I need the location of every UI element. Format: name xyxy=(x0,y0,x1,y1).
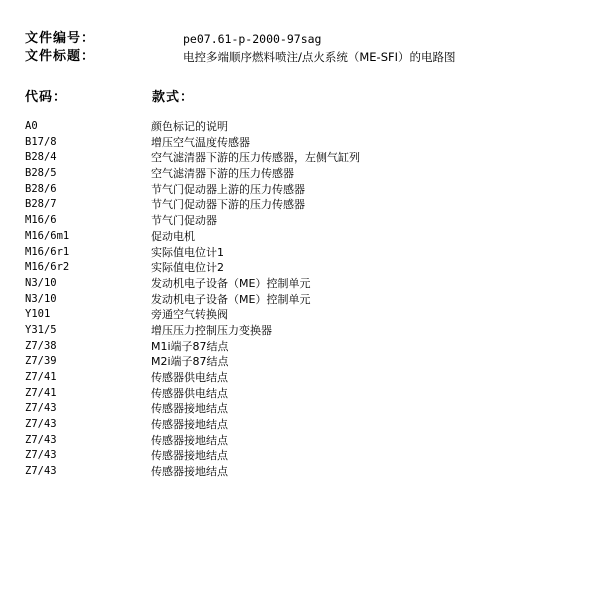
component-code: M16/6m1 xyxy=(25,229,70,242)
list-item xyxy=(0,213,602,229)
component-description: 传感器接地结点 xyxy=(151,402,228,416)
list-item xyxy=(0,260,602,276)
list-item xyxy=(0,401,602,417)
component-description: M2i端子87结点 xyxy=(151,355,229,369)
component-description: 传感器供电结点 xyxy=(151,386,228,400)
list-item xyxy=(0,417,602,433)
component-code: B28/4 xyxy=(25,151,57,164)
list-item xyxy=(0,245,602,261)
component-code: M16/6r2 xyxy=(25,261,70,274)
list-item xyxy=(0,339,602,355)
component-description: 空气滤清器下游的压力传感器 xyxy=(151,167,294,181)
component-code: Z7/43 xyxy=(25,465,57,478)
text-column-header: 款式： xyxy=(152,90,195,105)
component-code: Y101 xyxy=(25,308,51,321)
list-item xyxy=(0,307,602,323)
component-code: Z7/43 xyxy=(25,418,57,431)
component-code: Z7/43 xyxy=(25,449,57,462)
component-description: 促动电机 xyxy=(151,229,195,243)
list-item xyxy=(0,354,602,370)
list-item xyxy=(0,229,602,245)
component-code: B28/7 xyxy=(25,198,57,211)
component-description: 实际值电位计2 xyxy=(151,261,224,275)
component-description: 传感器接地结点 xyxy=(151,433,228,447)
list-item xyxy=(0,276,602,292)
component-description: 传感器接地结点 xyxy=(151,418,228,432)
list-item xyxy=(0,323,602,339)
component-code: B17/8 xyxy=(25,135,57,148)
component-code: Y31/5 xyxy=(25,323,57,336)
component-description: 节气门促动器 xyxy=(151,214,217,228)
list-item xyxy=(0,386,602,402)
component-list xyxy=(0,119,602,480)
list-item xyxy=(0,166,602,182)
component-code: Z7/43 xyxy=(25,433,57,446)
component-code: A0 xyxy=(25,120,38,132)
component-description: 实际值电位计1 xyxy=(151,245,224,259)
list-item xyxy=(0,135,602,151)
component-code: M16/6r1 xyxy=(25,245,70,258)
list-item xyxy=(0,370,602,386)
doc-title-label: 文件标题： xyxy=(25,49,96,64)
component-description: 节气门促动器上游的压力传感器 xyxy=(151,182,305,196)
component-description: M1i端子87结点 xyxy=(151,339,229,353)
component-description: 传感器接地结点 xyxy=(151,449,228,463)
component-description: 传感器供电结点 xyxy=(151,371,228,384)
component-code: N3/10 xyxy=(25,292,57,305)
list-item xyxy=(0,448,602,464)
list-item xyxy=(0,292,602,308)
component-code: B28/6 xyxy=(25,182,57,195)
component-code: Z7/39 xyxy=(25,355,57,368)
list-item xyxy=(0,182,602,198)
component-description: 增压压力控制压力变换器 xyxy=(151,323,272,337)
list-item xyxy=(0,150,602,166)
component-description: 传感器接地结点 xyxy=(151,465,228,479)
doc-number-value: pe07.61-p-2000-97sag xyxy=(183,32,322,46)
code-column-header: 代码： xyxy=(25,90,68,105)
component-code: B28/5 xyxy=(25,167,57,180)
component-description: 旁通空气转换阀 xyxy=(151,308,228,322)
list-item xyxy=(0,119,602,135)
component-description: 增压空气温度传感器 xyxy=(151,135,250,149)
component-description: 发动机电子设备（ME）控制单元 xyxy=(151,276,311,290)
component-code: Z7/38 xyxy=(25,339,57,352)
component-code: Z7/43 xyxy=(25,402,57,415)
component-description: 节气门促动器下游的压力传感器 xyxy=(151,198,305,212)
component-code: N3/10 xyxy=(25,276,57,289)
component-code: Z7/41 xyxy=(25,371,57,383)
doc-title-value: 电控多端顺序燃料喷注/点火系统（ME-SFI）的电路图 xyxy=(183,50,456,64)
list-item xyxy=(0,197,602,213)
component-code: M16/6 xyxy=(25,214,57,227)
list-item xyxy=(0,433,602,449)
list-item xyxy=(0,464,602,480)
component-description: 空气滤清器下游的压力传感器，左侧气缸列 xyxy=(151,151,360,165)
component-code: Z7/41 xyxy=(25,386,57,399)
doc-number-label: 文件编号： xyxy=(25,31,96,46)
component-description: 发动机电子设备（ME）控制单元 xyxy=(151,292,311,306)
component-description: 颜色标记的说明 xyxy=(151,120,228,133)
